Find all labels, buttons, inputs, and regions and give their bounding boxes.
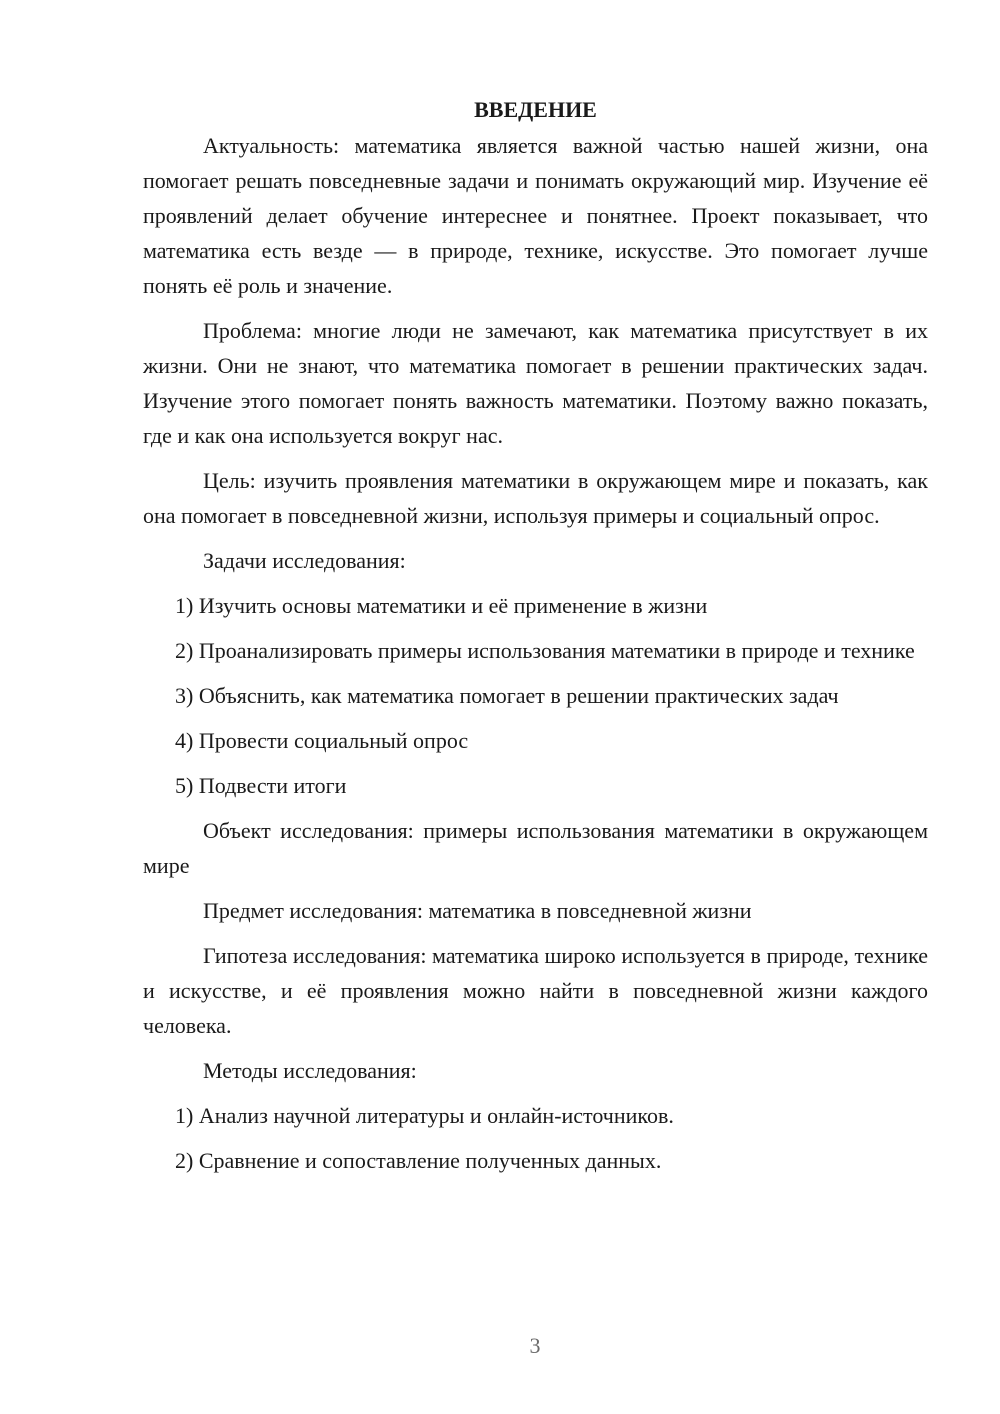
task-item: 2) Проанализировать примеры использования математики в природе и технике bbox=[175, 638, 915, 663]
task-item: 1) Изучить основы математики и её применение в жизни bbox=[175, 593, 708, 618]
task-item: 3) Объяснить, как математика помогает в решении практических задач bbox=[175, 683, 839, 708]
object-paragraph: Объект исследования: примеры использования математики в окружающем мире bbox=[143, 818, 928, 878]
task-item: 4) Провести социальный опрос bbox=[175, 728, 469, 753]
page-content bbox=[143, 92, 928, 1188]
goal-paragraph: Цель: изучить проявления математики в окружающем мире и показать, как она помогает в повседневной жизни, используя примеры и социальный опрос. bbox=[143, 468, 928, 528]
subject-paragraph: Предмет исследования: математика в повседневной жизни bbox=[203, 898, 752, 923]
task-item: 5) Подвести итоги bbox=[175, 773, 347, 798]
page-number: 3 bbox=[529, 1333, 541, 1358]
hypothesis-paragraph: Гипотеза исследования: математика широко используется в природе, технике и искусстве, и её проявления можно найти в повседневной жизни каждого человека. bbox=[143, 943, 928, 1038]
method-item: 2) Сравнение и сопоставление полученных данных. bbox=[175, 1148, 662, 1173]
relevance-paragraph: Актуальность: математика является важной частью нашей жизни, она помогает решать повседневные задачи и понимать окружающий мир. Изучение её проявлений делает обучение интереснее и понятнее. Проект показывает, что математика есть везде — в природе, технике, искусстве. Это помогает лучше понять её роль и значение. bbox=[143, 133, 928, 298]
methods-heading: Методы исследования: bbox=[203, 1058, 417, 1083]
method-item: 1) Анализ научной литературы и онлайн-источников. bbox=[175, 1103, 674, 1128]
tasks-heading: Задачи исследования: bbox=[203, 548, 406, 573]
problem-paragraph: Проблема: многие люди не замечают, как математика присутствует в их жизни. Они не знают, что математика помогает в решении практических задач. Изучение этого помогает понять важность математики. Поэтому важно показать, где и как она используется вокруг нас. bbox=[143, 318, 928, 448]
section-title: ВВЕДЕНИЕ bbox=[474, 97, 597, 122]
